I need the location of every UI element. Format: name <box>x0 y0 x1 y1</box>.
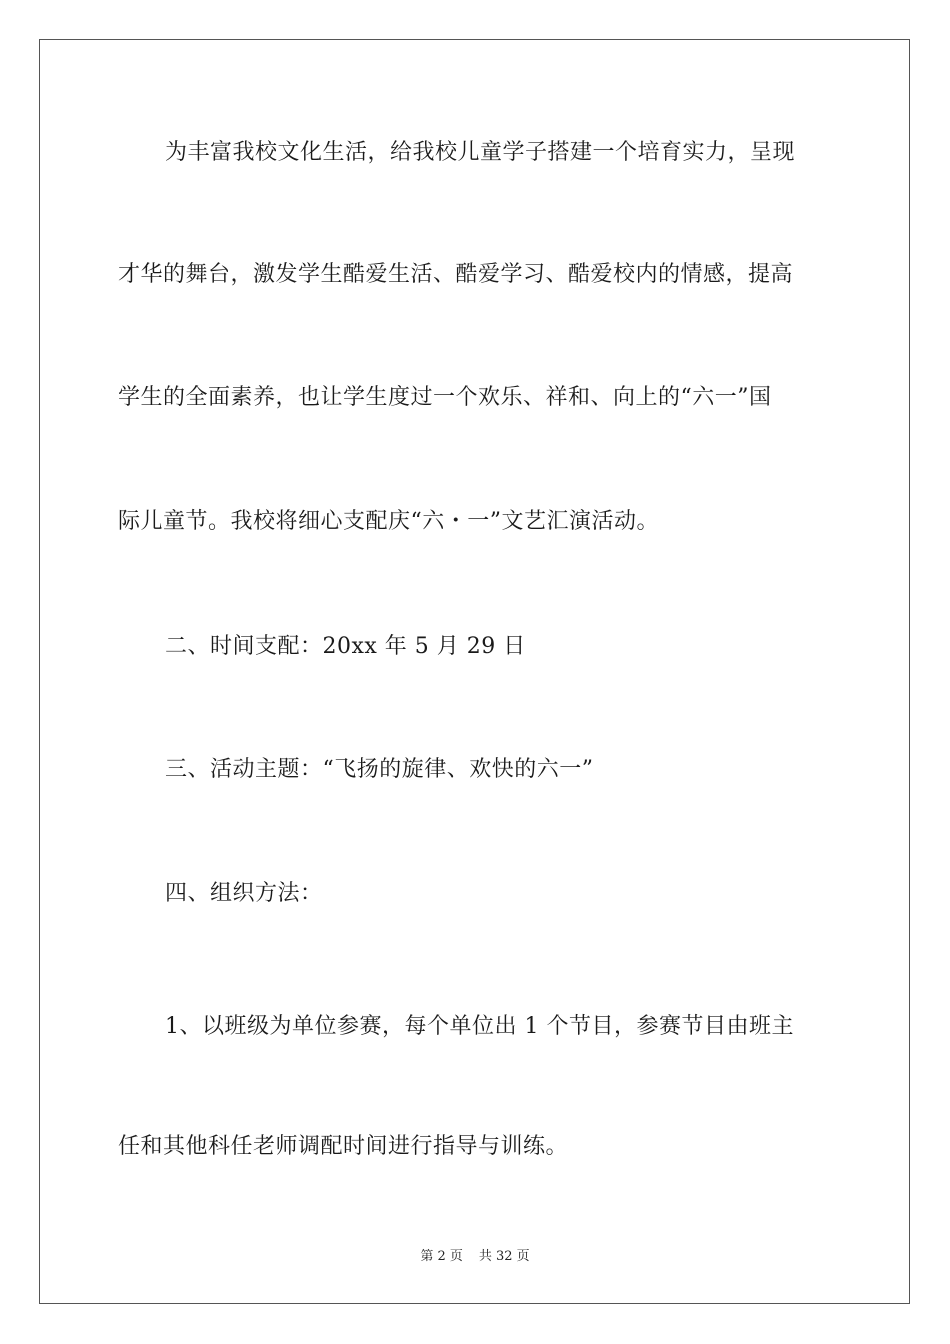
paragraph-line: 任和其他科任老师调配时间进行指导与训练。 <box>118 1134 569 1159</box>
page-footer <box>0 1248 950 1266</box>
section-heading-time: 二、时间支配：20xx 年 5 月 29 日 <box>165 634 526 659</box>
section-heading-method: 四、组织方法： <box>165 881 323 906</box>
page-number-total: 共 32 页 <box>478 1249 530 1264</box>
paragraph-line: 1、以班级为单位参赛，每个单位出 1 个节目，参赛节目由班主 <box>165 1014 794 1039</box>
page-border <box>39 39 910 1304</box>
section-heading-theme: 三、活动主题：“飞扬的旋律、欢快的六一” <box>165 757 594 782</box>
paragraph-line: 际儿童节。我校将细心支配庆“六・一”文艺汇演活动。 <box>118 509 659 534</box>
paragraph-line: 为丰富我校文化生活，给我校儿童学子搭建一个培育实力，呈现 <box>165 140 796 165</box>
paragraph-line: 才华的舞台，激发学生酷爱生活、酷爱学习、酷爱校内的情感，提高 <box>118 262 794 287</box>
paragraph-line: 学生的全面素养，也让学生度过一个欢乐、祥和、向上的“六一”国 <box>118 385 772 410</box>
page-number-current: 第 2 页 <box>420 1249 463 1264</box>
